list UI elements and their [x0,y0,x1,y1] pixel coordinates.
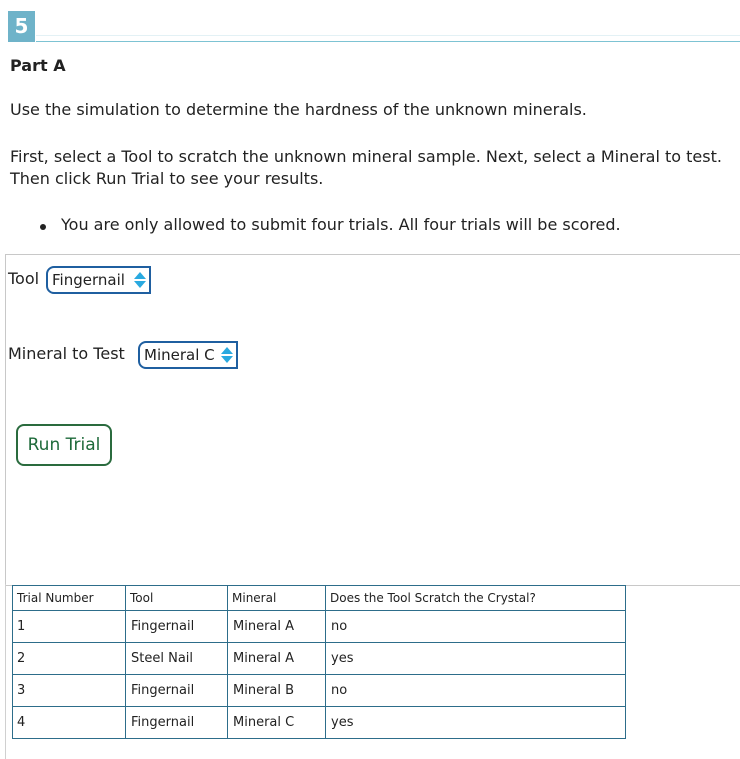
instruction-paragraph-2: First, select a Tool to scratch the unknown mineral sample. Next, select a Mineral to test. Then click Run Trial to see your results. [10,147,722,188]
cell-scratch-result: no [326,611,626,643]
tool-select[interactable] [46,266,151,294]
header-rule [36,41,740,42]
mineral-select[interactable] [138,341,238,369]
table-header-row [13,586,626,611]
trial-limit-note: You are only allowed to submit four trials. All four trials will be scored. [61,215,621,234]
cell-scratch-result: no [326,675,626,707]
table-row [13,611,626,643]
header-tool: Tool [126,586,228,611]
cell-scratch-result: yes [326,707,626,739]
cell-tool: Steel Nail [126,643,228,675]
table-row [13,675,626,707]
cell-mineral: Mineral A [228,643,326,675]
instruction-paragraph-1: Use the simulation to determine the hardness of the unknown minerals. [10,100,587,119]
cell-mineral: Mineral B [228,675,326,707]
cell-mineral: Mineral A [228,611,326,643]
table-row [13,643,626,675]
mineral-select-value: Mineral C [144,346,215,364]
cell-tool: Fingernail [126,675,228,707]
up-down-arrows-icon [133,271,147,289]
table-row [13,707,626,739]
header-trial-number: Trial Number [13,586,126,611]
results-table [12,585,626,739]
header-scratch-result: Does the Tool Scratch the Crystal? [326,586,626,611]
tool-select-value: Fingernail [52,271,125,289]
cell-tool: Fingernail [126,611,228,643]
cell-mineral: Mineral C [228,707,326,739]
run-trial-button[interactable]: Run Trial [16,424,112,466]
cell-trial-number: 2 [13,643,126,675]
header-rule-light [36,35,740,36]
part-title: Part A [10,56,66,75]
mineral-label: Mineral to Test [8,344,125,363]
up-down-arrows-icon [220,346,234,364]
cell-trial-number: 1 [13,611,126,643]
simulation-panel [5,254,740,586]
cell-tool: Fingernail [126,707,228,739]
bullet-dot-icon [40,224,46,230]
tool-label: Tool [8,269,40,288]
cell-scratch-result: yes [326,643,626,675]
header-mineral: Mineral [228,586,326,611]
question-number: 5 [8,11,35,42]
cell-trial-number: 3 [13,675,126,707]
cell-trial-number: 4 [13,707,126,739]
results-left-border [5,584,6,759]
